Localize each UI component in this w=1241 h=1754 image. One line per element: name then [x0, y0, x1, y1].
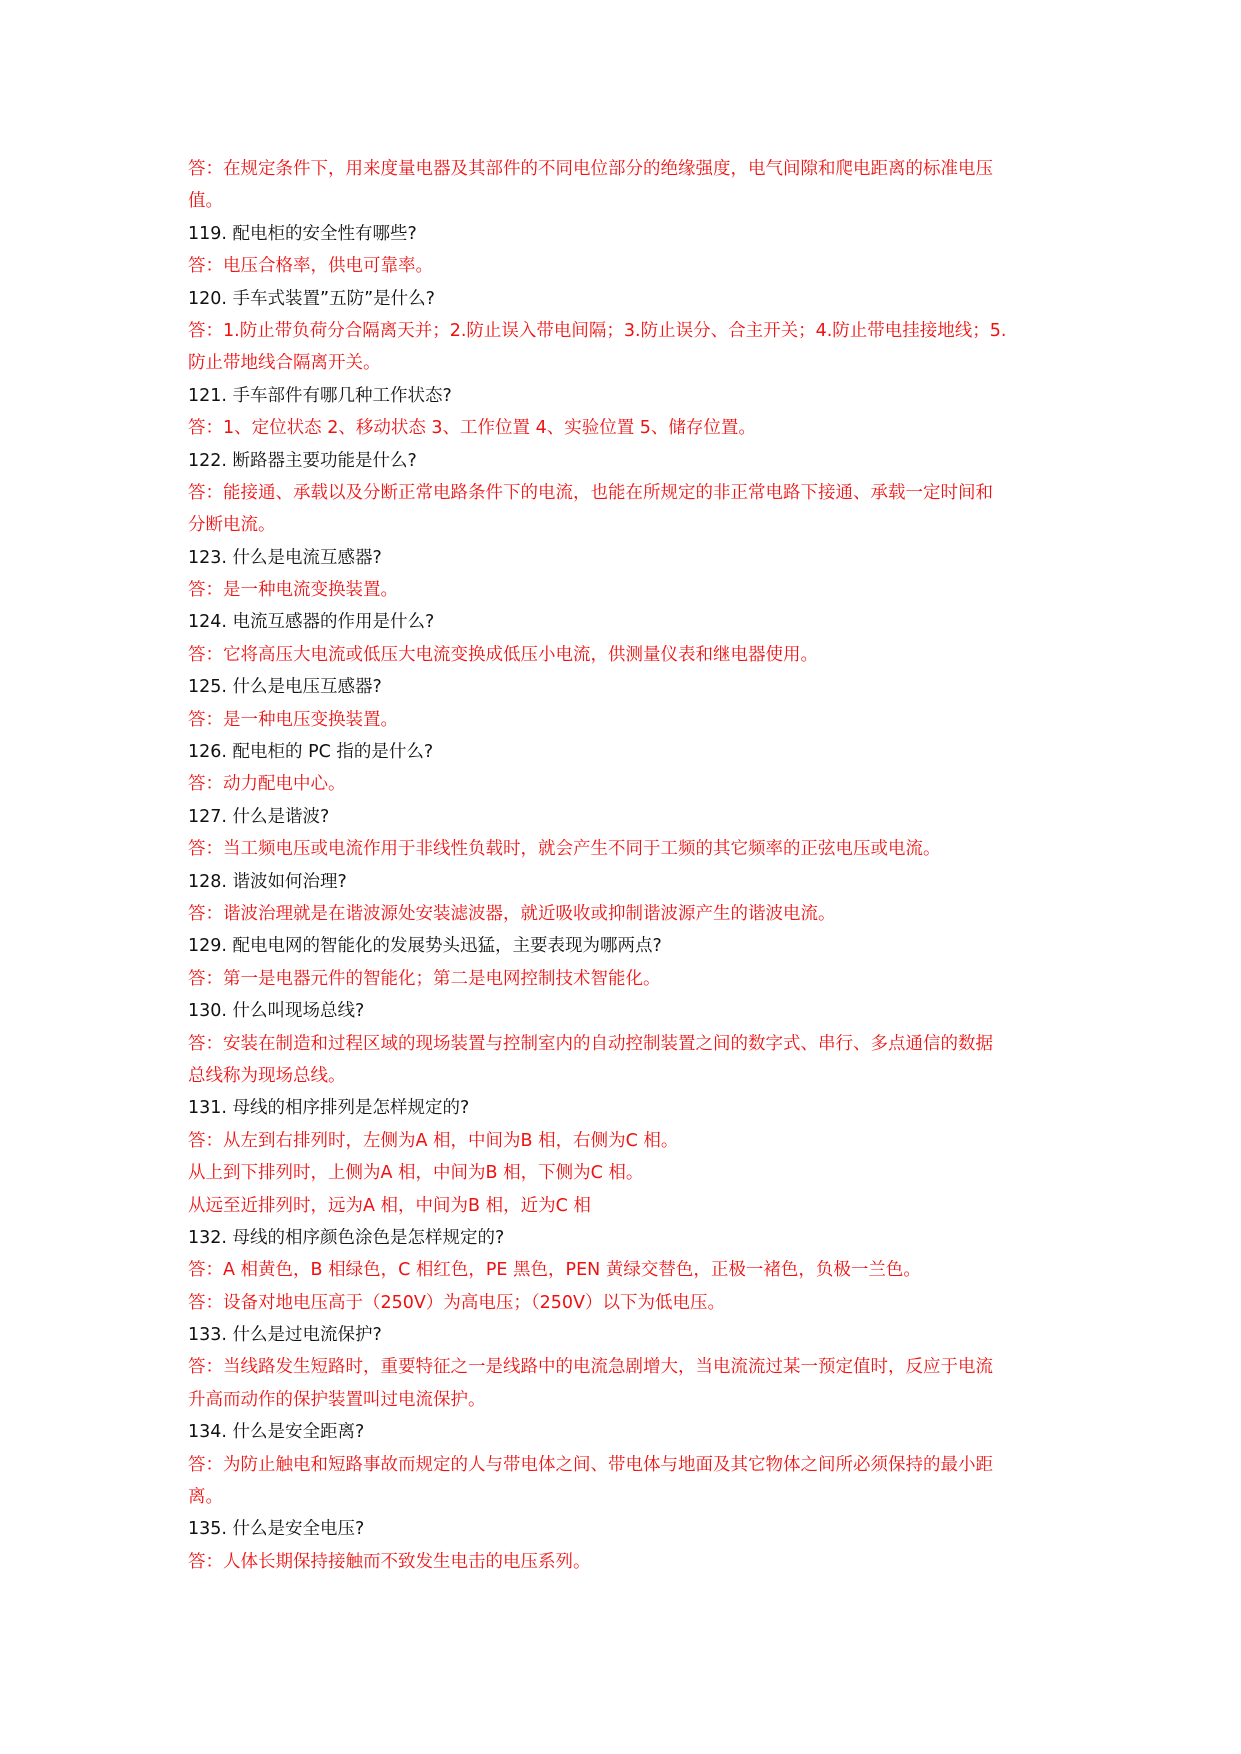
question-line: 135. 什么是安全电压?	[188, 1519, 365, 1540]
question-line: 119. 配电柜的安全性有哪些?	[188, 223, 417, 244]
answer-line: 答：动力配电中心。	[188, 774, 346, 795]
answer-line: 离。	[188, 1487, 223, 1508]
answer-line: 答：安装在制造和过程区域的现场装置与控制室内的自动控制装置之间的数字式、串行、多点通信的数据	[188, 1033, 993, 1054]
answer-line: 答：它将高压大电流或低压大电流变换成低压小电流，供测量仪表和继电器使用。	[188, 644, 818, 665]
question-line: 132. 母线的相序颜色涂色是怎样规定的?	[188, 1227, 505, 1248]
answer-line: 升高而动作的保护装置叫过电流保护。	[188, 1389, 486, 1410]
answer-line: 答：电压合格率，供电可靠率。	[188, 256, 433, 277]
answer-line: 从上到下排列时，上侧为A 相，中间为B 相，下侧为C 相。	[188, 1163, 644, 1184]
answer-line: 答：当工频电压或电流作用于非线性负载时，就会产生不同于工频的其它频率的正弦电压或电流。	[188, 839, 941, 860]
question-line: 134. 什么是安全距离?	[188, 1422, 365, 1443]
answer-line: 分断电流。	[188, 515, 276, 536]
answer-line: 答：从左到右排列时，左侧为A 相，中间为B 相，右侧为C 相。	[188, 1130, 679, 1151]
question-line: 121. 手车部件有哪几种工作状态?	[188, 385, 452, 406]
question-line: 131. 母线的相序排列是怎样规定的?	[188, 1098, 470, 1119]
question-line: 120. 手车式装置”五防”是什么?	[188, 288, 435, 309]
question-line: 130. 什么叫现场总线?	[188, 1001, 365, 1022]
answer-line: 答：能接通、承载以及分断正常电路条件下的电流，也能在所规定的非正常电路下接通、承载一定时间和	[188, 482, 993, 503]
answer-line: 答：当线路发生短路时，重要特征之一是线路中的电流急剧增大，当电流流过某一预定值时，反应于电流	[188, 1357, 993, 1378]
answer-line: 总线称为现场总线。	[188, 1065, 346, 1086]
answer-line: 答：设备对地电压高于（250V）为高电压；（250V）以下为低电压。	[188, 1292, 725, 1313]
answer-line: 从远至近排列时，远为A 相，中间为B 相，近为C 相	[188, 1195, 591, 1216]
answer-line: 答：在规定条件下，用来度量电器及其部件的不同电位部分的绝缘强度，电气间隙和爬电距离的标准电压	[188, 159, 993, 179]
document-body	[188, 153, 1068, 1578]
answer-line: 答：是一种电流变换装置。	[188, 580, 398, 601]
answer-line: 答：谐波治理就是在谐波源处安装滤波器，就近吸收或抑制谐波源产生的谐波电流。	[188, 903, 836, 924]
question-line: 127. 什么是谐波?	[188, 806, 330, 827]
answer-line: 答：为防止触电和短路事故而规定的人与带电体之间、带电体与地面及其它物体之间所必须保持的最小距	[188, 1454, 993, 1475]
answer-line: 答：人体长期保持接触而不致发生电击的电压系列。	[188, 1551, 591, 1572]
answer-line: 答：1、定位状态 2、移动状态 3、工作位置 4、实验位置 5、储存位置。	[188, 418, 756, 439]
answer-line: 答：第一是电器元件的智能化；第二是电网控制技术智能化。	[188, 968, 661, 989]
question-line: 123. 什么是电流互感器?	[188, 547, 382, 568]
answer-line: 答：A 相黄色，B 相绿色，C 相红色，PE 黑色，PEN 黄绿交替色，正极一褚色，负极一兰色。	[188, 1260, 921, 1281]
question-line: 122. 断路器主要功能是什么?	[188, 450, 417, 471]
question-line: 126. 配电柜的 PC 指的是什么?	[188, 742, 434, 763]
question-line: 125. 什么是电压互感器?	[188, 677, 382, 698]
question-line: 133. 什么是过电流保护?	[188, 1325, 382, 1346]
answer-line: 值。	[188, 191, 223, 212]
question-line: 124. 电流互感器的作用是什么?	[188, 612, 435, 633]
question-line: 128. 谐波如何治理?	[188, 871, 347, 892]
question-line: 129. 配电电网的智能化的发展势头迅猛，主要表现为哪两点?	[188, 936, 662, 957]
answer-line: 答：1.防止带负荷分合隔离天并；2.防止误入带电间隔；3.防止误分、合主开关；4.防止带电挂接地线；5.	[188, 320, 1007, 341]
answer-line: 防止带地线合隔离开关。	[188, 353, 381, 374]
answer-line: 答：是一种电压变换装置。	[188, 709, 398, 730]
